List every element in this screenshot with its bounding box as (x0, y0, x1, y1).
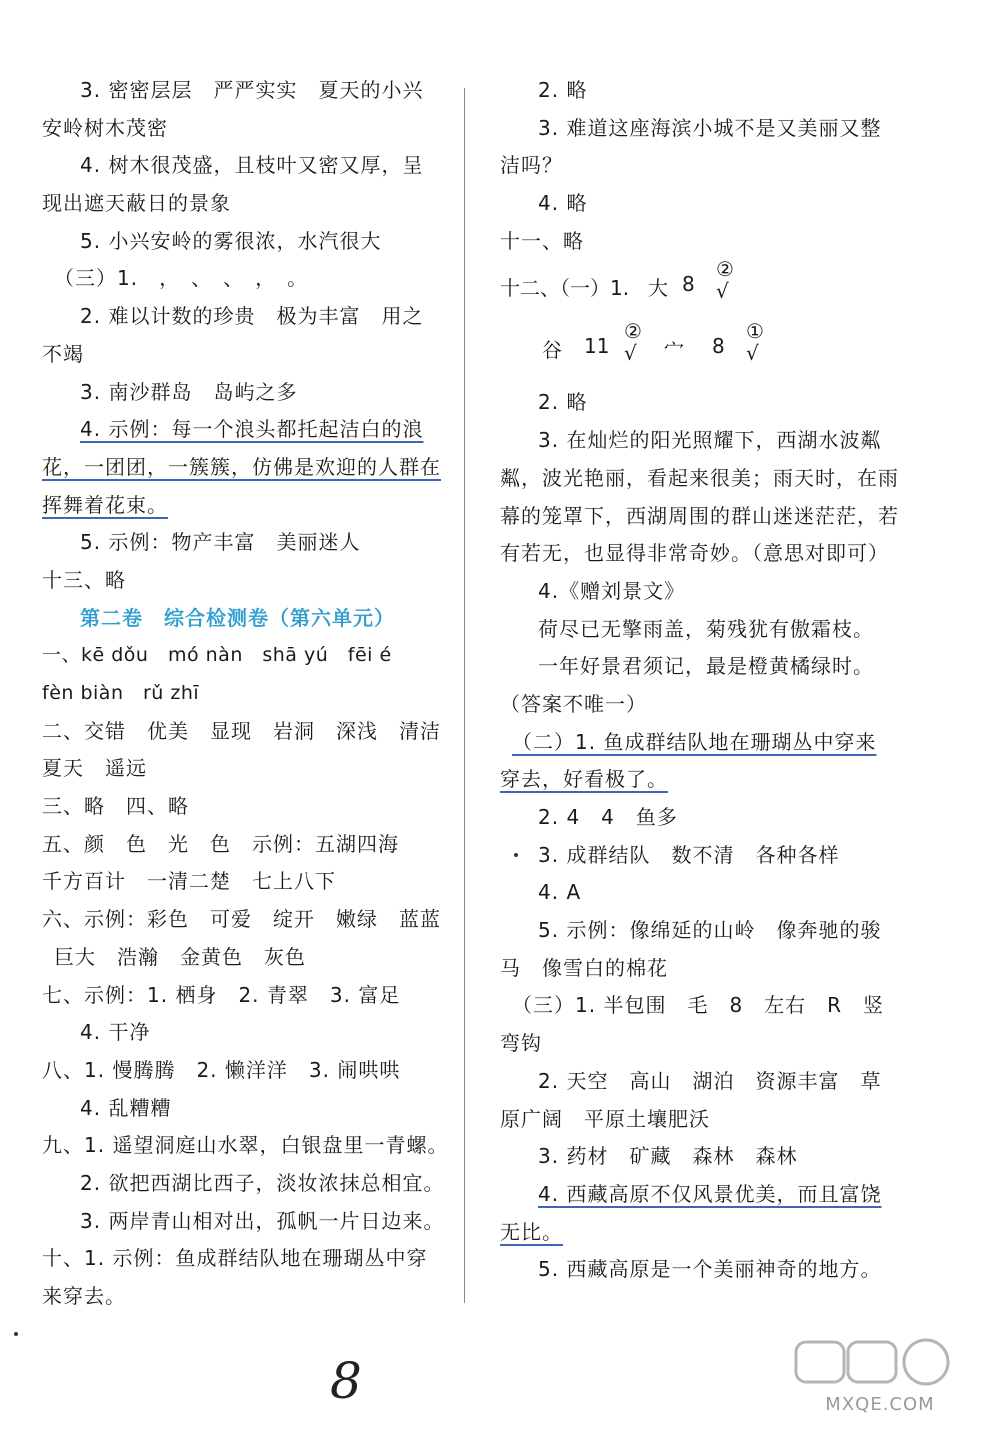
char-answer: 大 (648, 276, 668, 301)
circled-number: ② (624, 319, 642, 344)
answer-line: 七、示例：1. 栖身 2. 青翠 3. 富足 (42, 982, 401, 1007)
answer-line: 有若无，也显得非常奇妙。（意思对即可） (500, 541, 889, 566)
answer-line: 2. 4 4 鱼多 (538, 805, 678, 829)
answer-line: 马 像雪白的棉花 (500, 955, 668, 980)
answer-line: 4. 树木很茂盛，且枝叶又密又厚，呈 (80, 153, 424, 178)
answer-line: 幕的笼罩下，西湖周围的群山迷迷茫茫，若 (500, 503, 899, 528)
answer-line: 2. 难以计数的珍贵 极为丰富 用之 (80, 304, 424, 329)
answer-line: 2. 略 (538, 78, 588, 102)
watermark-logo (786, 1338, 976, 1420)
underlined-answer-line: 穿去，好看极了。 (500, 767, 668, 792)
answer-line: 2. 略 (538, 390, 588, 415)
answer-line: 5. 示例：像绵延的山岭 像奔驰的骏 (538, 918, 882, 943)
answer-line: 3. 成群结队 数不清 各种各样 (538, 842, 840, 867)
answer-line: 夏天 遥远 (42, 756, 147, 781)
ink-dot (14, 1332, 18, 1336)
answer-line: 4. A (538, 880, 582, 905)
answer-line: 粼，波光艳丽，看起来很美；雨天时，在雨 (500, 465, 899, 490)
answer-line: 十一、略 (500, 228, 584, 253)
answer-line: 3. 难道这座海滨小城不是又美丽又整 (538, 115, 882, 140)
underlined-answer-line: 无比。 (500, 1219, 563, 1244)
answer-line: （三）1. 半包围 毛 8 左右 R 竖 (512, 993, 885, 1018)
underlined-answer-line: 4. 西藏高原不仅风景优美，而且富饶 (538, 1181, 882, 1206)
answer-line: 5. 示例：物产丰富 美丽迷人 (80, 530, 361, 555)
underlined-answer-line: （二）1. 鱼成群结队地在珊瑚丛中穿来 (512, 729, 877, 754)
circled-number: ① (746, 319, 764, 344)
left-column (42, 72, 449, 1316)
circled-number: ② (716, 257, 734, 282)
ink-dot (514, 853, 518, 857)
answer-line: 现出遮天蔽日的景象 (42, 191, 231, 216)
answer-line: 3. 在灿烂的阳光照耀下，西湖水波粼 (538, 428, 882, 453)
poem-line: 荷尽已无擎雨盖，菊残犹有傲霜枝。 (538, 616, 874, 641)
answer-line: 来穿去。 (42, 1284, 126, 1308)
check-mark: √ (746, 341, 759, 366)
answer-line: 千方百计 一清二楚 七上八下 (42, 869, 336, 894)
answer-line: 4. 略 (538, 191, 588, 216)
column-divider (464, 88, 465, 1303)
right-column (500, 72, 910, 1289)
answer-line: 3. 南沙群岛 岛屿之多 (80, 379, 298, 404)
answer-line: （三）1. ， 、 、 ， 。 (54, 266, 309, 291)
answer-line: 三、略 四、略 (42, 794, 189, 819)
answer-line: 4.《赠刘景文》 (538, 578, 686, 603)
answer-line: 巨大 浩瀚 金黄色 灰色 (54, 944, 306, 969)
section-title: 第二卷 综合检测卷（第六单元） (80, 605, 395, 630)
handwritten-page-number: 8 (330, 1352, 362, 1410)
stroke-order-row-1 (500, 257, 910, 322)
answer-line: 九、1. 遥望洞庭山水翠，白银盘里一青螺。 (42, 1133, 449, 1158)
answer-line: 六、示例：彩色 可爱 绽开 嫩绿 蓝蓝 (42, 907, 441, 932)
stroke-count: 8 (682, 272, 695, 297)
pinyin-line: 一、kē dǒu mó nàn shā yú fēi é (42, 644, 392, 667)
answer-line: 十、1. 示例：鱼成群结队地在珊瑚丛中穿 (42, 1246, 428, 1271)
poem-line: 一年好景君须记，最是橙黄橘绿时。 (538, 654, 874, 679)
answer-line: 2. 欲把西湖比西子，淡妆浓抹总相宜。 (80, 1170, 445, 1195)
underlined-answer-line: 4. 示例：每一个浪头都托起洁白的浪 (80, 417, 424, 442)
check-mark: √ (716, 279, 729, 304)
answer-line: 洁吗？ (500, 153, 563, 178)
answer-line: 5. 西藏高原是一个美丽神奇的地方。 (538, 1257, 882, 1282)
answer-line: 3. 密密层层 严严实实 夏天的小兴 (80, 78, 424, 102)
answer-line: 二、交错 优美 显现 岩洞 深浅 清洁 (42, 718, 441, 743)
answer-line: 不竭 (42, 341, 84, 366)
stroke-count: 8 (712, 334, 725, 359)
underlined-answer-line: 挥舞着花束。 (42, 492, 168, 517)
answer-line: 安岭树木茂密 (42, 115, 168, 140)
answer-line: 弯钩 (500, 1031, 542, 1056)
stroke-count: 11 (584, 334, 610, 359)
answer-line: 3. 药材 矿藏 森林 森林 (538, 1144, 798, 1169)
check-mark: √ (624, 341, 637, 366)
stroke-order-row-2 (500, 319, 910, 384)
char-answer: 宀 (664, 338, 684, 363)
pinyin-line: fèn biàn rǔ zhī (42, 682, 200, 704)
answer-line: （答案不唯一） (500, 691, 647, 716)
answer-line: 2. 天空 高山 湖泊 资源丰富 草 (538, 1068, 882, 1093)
answer-line: 3. 两岸青山相对出，孤帆一片日边来。 (80, 1208, 445, 1233)
underlined-answer-line: 花，一团团，一簇簇，仿佛是欢迎的人群在 (42, 454, 441, 479)
answer-line: 原广阔 平原土壤肥沃 (500, 1106, 710, 1131)
answer-line: 4. 干净 (80, 1020, 151, 1045)
watermark-url: MXQE.COM (825, 1394, 935, 1415)
row-prefix: 十二、（一）1. (500, 276, 630, 301)
answer-line: 5. 小兴安岭的雾很浓，水汽很大 (80, 228, 382, 253)
answer-line: 4. 乱糟糟 (80, 1095, 172, 1120)
char-answer: 谷 (542, 338, 562, 363)
answer-line: 五、颜 色 光 色 示例：五湖四海 (42, 831, 399, 856)
answer-line: 十三、略 (42, 567, 126, 592)
answer-line: 八、1. 慢腾腾 2. 懒洋洋 3. 闹哄哄 (42, 1057, 401, 1082)
